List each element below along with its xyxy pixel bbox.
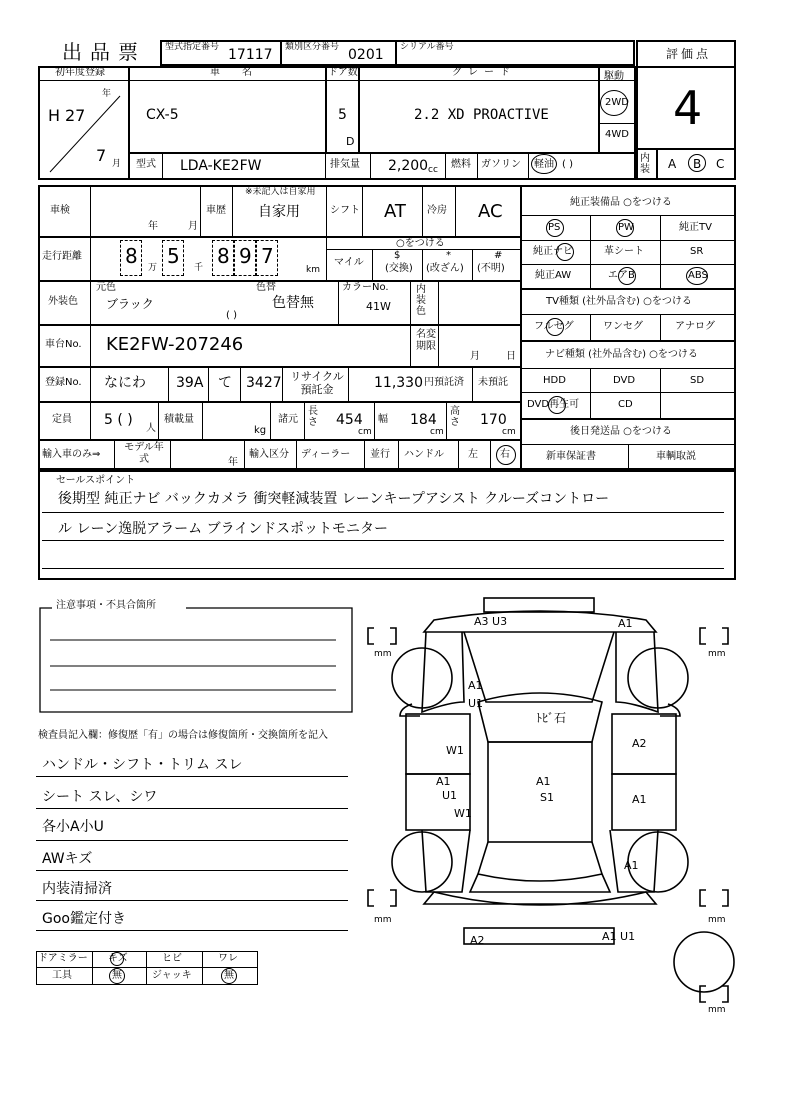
mile-option-sym: # — [494, 250, 503, 261]
car-diagram — [360, 592, 760, 1022]
extras-break: ワレ — [218, 953, 238, 964]
serial-label: シリアル番号 — [400, 42, 454, 52]
tv-fullseg-circle — [546, 318, 564, 336]
sales-line-1: 後期型 純正ナビ バックカメラ 衝突軽減装置 レーンキープアシスト クルーズコントロー — [58, 491, 610, 507]
chassis-value: KE2FW-207246 — [106, 334, 244, 355]
doors-label: ドア数 — [328, 67, 358, 78]
tv-title: TV種類 (社外品含む) ○をつける — [546, 296, 692, 307]
note-line: シート スレ、シワ — [42, 789, 158, 805]
width-label: 幅 — [378, 414, 388, 425]
mark-left-front-door: W1 — [446, 744, 464, 757]
interior-color-label: 内装色 — [416, 284, 426, 317]
capacity-unit: 人 — [146, 423, 156, 434]
sales-label: セールスポイント — [56, 475, 136, 486]
car-name-label: 車名 — [210, 67, 274, 78]
notes-frame — [36, 604, 356, 716]
equip-sr: SR — [690, 246, 704, 257]
tire-mm: mm — [708, 1005, 726, 1015]
equip-aw: 純正AW — [535, 270, 572, 281]
era: H — [48, 106, 61, 125]
chassis-label: 車台No. — [45, 339, 82, 350]
mileage-digit: 7 — [261, 244, 274, 268]
dims-label: 諸元 — [278, 414, 298, 425]
mark-roof-s: S1 — [540, 791, 554, 804]
mile-option-tampered: (改ざん) — [426, 263, 464, 274]
equip-airbag-circle — [618, 267, 636, 285]
parallel-option: 並行 — [370, 449, 390, 460]
grade-label: グレード — [452, 67, 516, 78]
nav-hdd: HDD — [543, 375, 566, 386]
mileage-digit: 5 — [167, 244, 180, 268]
doors-suffix: D — [346, 135, 355, 148]
month-unit: 月 — [112, 159, 122, 169]
recycle-label: リサイクル預託金 — [290, 370, 344, 396]
history-value: 自家用 — [258, 204, 300, 220]
doors-value: 5 — [338, 107, 347, 123]
note-line: Goo鑑定付き — [42, 911, 126, 927]
mark-roof-a: A1 — [536, 775, 551, 788]
length-value: 454 — [336, 412, 363, 428]
km-unit: km — [306, 265, 320, 275]
ac-label: 冷房 — [427, 205, 447, 216]
shift-value: AT — [384, 201, 406, 222]
reg-area: なにわ — [104, 375, 146, 391]
tire-mm: mm — [708, 649, 726, 659]
equip-abs: ABS — [688, 270, 708, 281]
mark-windshield: ﾄﾋﾞ石 — [536, 711, 567, 725]
title-day-unit: 日 — [506, 351, 516, 362]
extras-door-mirror: ドアミラー — [38, 953, 88, 964]
equip-airbag: エアB — [608, 270, 635, 281]
equip-ps: PS — [548, 222, 561, 233]
height-label: 高さ — [450, 406, 460, 428]
first-reg-label: 初年度登録 — [55, 67, 105, 78]
fuel-gasoline: ガソリン — [481, 159, 521, 170]
handle-label: ハンドル — [404, 449, 444, 460]
recycle-unit: 円預託済 — [424, 377, 464, 388]
mileage-digit: 8 — [125, 244, 138, 268]
extras-crack: ヒビ — [162, 953, 182, 964]
type-designation-value: 17117 — [228, 47, 273, 63]
inspection-month-unit: 月 — [188, 221, 198, 232]
interior-grade-circle — [688, 154, 706, 172]
reg-kana: て — [218, 375, 232, 391]
mileage-label: 走行距離 — [42, 251, 82, 262]
recycle-unpaid: 未預託 — [478, 377, 508, 388]
category-label: 類別区分番号 — [285, 42, 340, 52]
later-title: 後日発送品 ○をつける — [570, 426, 672, 437]
repaint-label: 色替 — [256, 282, 276, 293]
width-value: 184 — [410, 412, 437, 428]
nav-dvd-playback-circle — [548, 396, 566, 414]
interior-grade-a: A — [668, 157, 677, 171]
load-label: 積載量 — [164, 414, 194, 425]
tv-oneseg: ワンセグ — [603, 321, 643, 332]
drive-label: 駆動 — [604, 71, 624, 82]
car-name-value: CX-5 — [146, 107, 179, 123]
model-year-label: モデル年式 — [124, 442, 164, 465]
extras-jack-none: 無 — [224, 970, 234, 981]
handle-left: 左 — [468, 449, 478, 460]
mile-mark-label: ○をつける — [396, 238, 445, 249]
first-reg-month: 7 — [96, 146, 107, 165]
reg-class: 39A — [176, 375, 204, 391]
score-label: 評価点 — [666, 47, 712, 61]
mark-hood-u: U1 — [468, 697, 484, 710]
color-no-label: カラーNo. — [342, 282, 389, 293]
extras-tools-circle — [109, 968, 125, 984]
note-line: ハンドル・シフト・トリム スレ — [42, 757, 243, 773]
original-color-value: ブラック — [106, 297, 154, 311]
inspection-year-unit: 年 — [148, 221, 158, 232]
mile-option-sym: $ — [394, 250, 401, 261]
equip-abs-circle — [686, 267, 708, 285]
import-div-label: 輸入区分 — [249, 449, 289, 460]
inspection-label: 車検 — [50, 205, 70, 216]
mileage-digits — [94, 240, 326, 278]
extras-scratch-circle — [110, 952, 124, 966]
mile-option-unknown: (不明) — [477, 263, 505, 274]
category-value: 0201 — [348, 47, 384, 63]
title-month-unit: 月 — [470, 351, 480, 362]
mark-right-rear-door: A1 — [632, 793, 647, 806]
mark-hood-a: A1 — [468, 679, 483, 692]
recycle-value: 11,330 — [374, 375, 423, 391]
fuel-label: 燃料 — [451, 159, 471, 170]
mile-option-exchange: (交換) — [385, 263, 413, 274]
mark-left-rear-w: W1 — [454, 807, 472, 820]
fuel-other: ( ) — [562, 159, 573, 170]
length-label: 長さ — [308, 406, 318, 428]
tv-fullseg: フルセグ — [534, 321, 574, 332]
mark-left-rear-u: U1 — [442, 789, 458, 802]
inspector-label: 検査員記入欄：修復歴「有」の場合は修復箇所・交換箇所を記入 — [38, 730, 328, 741]
interior-grade-b: B — [693, 157, 702, 171]
load-unit: kg — [254, 425, 267, 436]
reg-number: 3427 — [246, 375, 282, 391]
displacement-value: 2,200 — [388, 158, 429, 174]
nav-dvd-playback: DVD再生可 — [527, 399, 580, 410]
equip-tv: 純正TV — [679, 222, 712, 233]
history-note: ※未記入は自家用 — [245, 187, 316, 197]
cm-unit: cm — [502, 427, 516, 437]
sales-line-2: ル レーン逸脱アラーム ブラインドスポットモニター — [58, 521, 389, 537]
extras-tools-none: 無 — [112, 970, 122, 981]
interior-grade-c: C — [716, 157, 725, 171]
tire-mm: mm — [708, 915, 726, 925]
mile-label: マイル — [334, 257, 364, 268]
tire-mm: mm — [374, 915, 392, 925]
dealer-option: ディーラー — [301, 449, 351, 460]
interior-label: 内装 — [640, 153, 650, 175]
handle-right-circle — [496, 445, 516, 465]
shift-label: シフト — [330, 205, 360, 216]
man-unit: 万 — [148, 263, 158, 273]
year-unit: 年 — [102, 89, 112, 99]
std-equipment-title: 純正装備品 ○をつける — [570, 197, 672, 208]
mileage-digit: 8 — [217, 244, 230, 268]
handle-right: 右 — [500, 449, 510, 460]
extras-jack: ジャッキ — [152, 970, 192, 981]
mark-front-right: A1 — [618, 617, 633, 630]
tv-analog: アナログ — [675, 321, 715, 332]
note-line: 内装清掃済 — [42, 881, 112, 897]
mark-right-front-door: A2 — [632, 737, 647, 750]
nav-title: ナビ種類 (社外品含む) ○をつける — [545, 349, 698, 360]
model-year-unit: 年 — [228, 457, 238, 468]
fuel-diesel: 軽油 — [534, 159, 554, 170]
history-label: 車歴 — [206, 205, 226, 216]
equip-leather: 革シート — [604, 246, 644, 257]
tire-mm: mm — [374, 649, 392, 659]
displacement-label: 排気量 — [330, 159, 360, 170]
first-reg-year: 27 — [65, 106, 86, 125]
equip-ps-circle — [546, 219, 564, 237]
height-value: 170 — [480, 412, 507, 428]
nav-sd: SD — [690, 375, 705, 386]
note-line: AWキズ — [42, 851, 93, 867]
capacity-label: 定員 — [52, 414, 72, 425]
reg-label: 登録No. — [45, 377, 82, 388]
equip-navi-circle — [556, 243, 574, 261]
import-label: 輸入車のみ⇒ — [42, 449, 101, 460]
grade-value: 2.2 XD PROACTIVE — [414, 107, 549, 123]
score-value: 4 — [673, 81, 703, 135]
mark-rear-right: A1 U1 — [602, 930, 636, 943]
equip-navi: 純正ナビ — [533, 246, 573, 257]
mileage-digit: 9 — [239, 244, 252, 268]
nav-cd: CD — [618, 399, 633, 410]
model-value: LDA-KE2FW — [180, 158, 262, 174]
drive-4wd: 4WD — [605, 129, 629, 140]
nav-dvd: DVD — [613, 375, 636, 386]
original-color-label: 元色 — [96, 282, 116, 293]
fuel-diesel-circle — [531, 154, 557, 174]
capacity-value: 5 ( ) — [104, 412, 133, 428]
exterior-label: 外装色 — [48, 296, 78, 307]
equip-pw: PW — [618, 222, 634, 233]
mile-option-sym: * — [446, 250, 451, 261]
ac-value: AC — [478, 201, 503, 222]
note-line: 各小A小U — [42, 819, 104, 835]
extras-tools: 工具 — [52, 970, 72, 981]
drive-2wd-circle — [600, 90, 628, 116]
mark-left-rear-a: A1 — [436, 775, 451, 788]
color-no-value: 41W — [366, 300, 391, 313]
later-warranty: 新車保証書 — [546, 451, 596, 462]
title-expiry-label: 名変期限 — [416, 329, 436, 352]
notes-label: 注意事項・不具合箇所 — [56, 600, 156, 611]
type-designation-label: 型式指定番号 — [165, 42, 220, 52]
mark-right-quarter: A1 — [624, 859, 639, 872]
sen-unit: 千 — [194, 263, 204, 273]
drive-2wd: 2WD — [605, 97, 629, 108]
later-manual: 車輌取説 — [656, 451, 696, 462]
mark-rear-left: A2 — [470, 934, 485, 947]
cm-unit: cm — [430, 427, 444, 437]
cm-unit: cm — [358, 427, 372, 437]
mark-front-top: A3 U3 — [474, 615, 508, 628]
extras-scratch: キズ — [108, 953, 128, 964]
equip-pw-circle — [616, 219, 634, 237]
form-title: 出品票 — [62, 40, 146, 64]
repaint-value: 色替無 — [272, 295, 314, 311]
model-label: 型式 — [136, 159, 156, 170]
extras-jack-circle — [221, 968, 237, 984]
repaint-paren: ( ) — [226, 310, 237, 321]
cc-unit: cc — [428, 165, 438, 175]
